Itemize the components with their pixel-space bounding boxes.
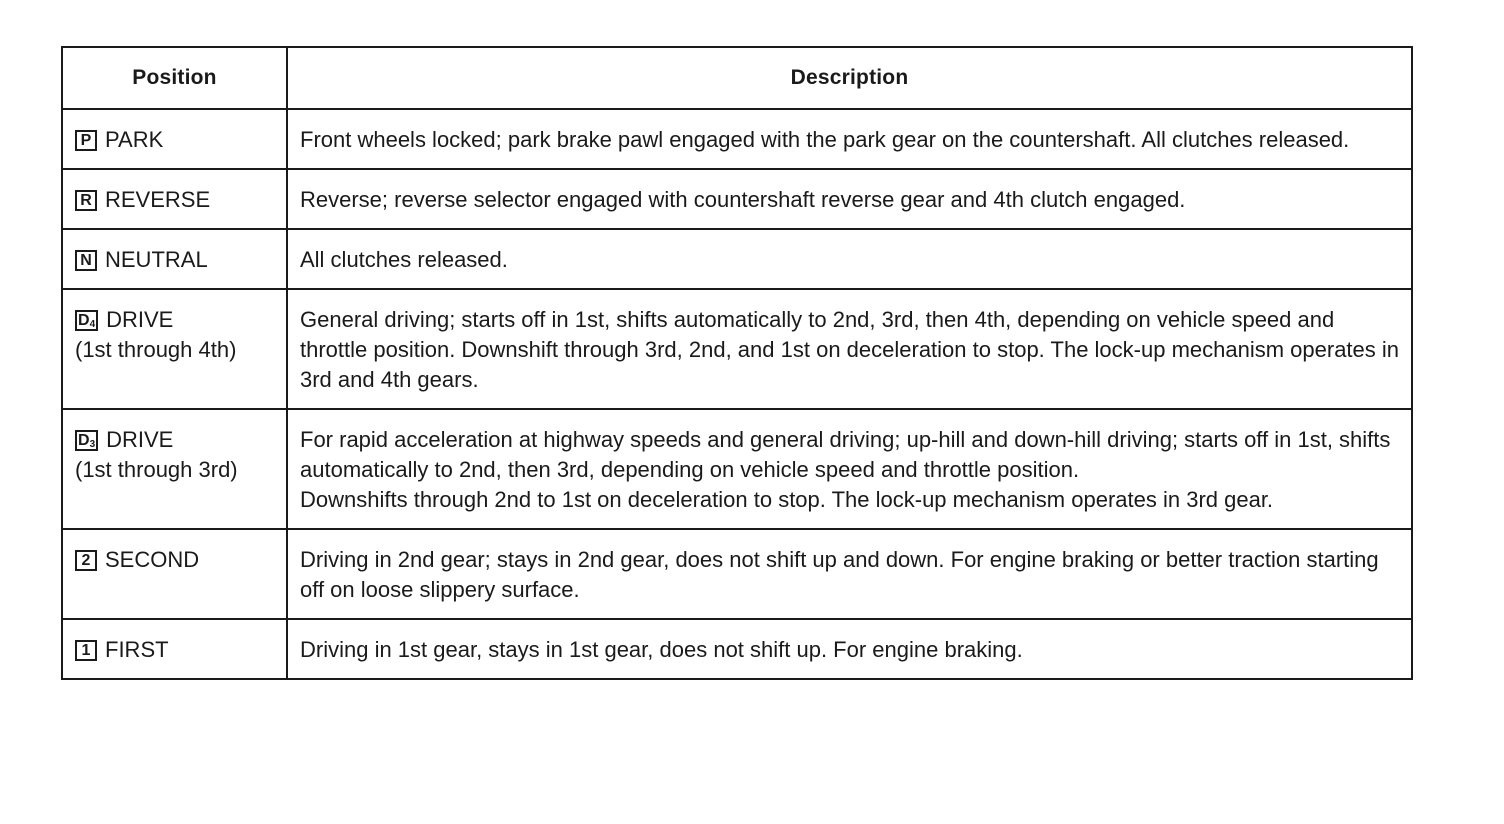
gear-symbol-subscript: 4: [89, 318, 96, 330]
position-line: [75, 185, 280, 215]
position-line: [75, 425, 280, 455]
position-line: [75, 305, 280, 335]
description-text: Driving in 2nd gear; stays in 2nd gear, does not shift up and down. For engine braking or better traction starting off on loose slippery surface.: [300, 547, 1379, 602]
description-column-header: Description: [287, 47, 1412, 109]
position-line: [75, 635, 280, 665]
gear-r-icon: [75, 190, 97, 211]
gear-p-icon: [75, 130, 97, 151]
gear-2-icon: [75, 550, 97, 571]
description-cell: [287, 289, 1412, 409]
table-row-second: [62, 529, 1412, 619]
gear-symbol: N: [80, 251, 92, 269]
position-cell: [62, 169, 287, 229]
table-body: [62, 109, 1412, 679]
description-text: Driving in 1st gear, stays in 1st gear, does not shift up. For engine braking.: [300, 637, 1023, 662]
position-cell: [62, 619, 287, 679]
gear-symbol: D: [78, 311, 90, 329]
position-label: FIRST: [105, 637, 169, 662]
position-label: SECOND: [105, 547, 200, 572]
position-line: [75, 545, 280, 575]
description-text: Front wheels locked; park brake pawl engaged with the park gear on the countershaft. All clutches released.: [300, 127, 1350, 152]
gear-1-icon: [75, 640, 97, 661]
header-row: [62, 47, 1412, 109]
description-cell: [287, 529, 1412, 619]
position-label: PARK: [105, 127, 164, 152]
position-line: [75, 245, 280, 275]
position-cell: [62, 409, 287, 529]
gear-symbol: P: [80, 131, 92, 149]
position-column-header: Position: [62, 47, 287, 109]
description-text: General driving; starts off in 1st, shifts automatically to 2nd, 3rd, then 4th, depending on vehicle speed and throttle position. Downshift through 3rd, 2nd, and 1st on deceleration to stop. The lock-up mechanism operates in 3rd and 4th gears.: [300, 307, 1400, 392]
description-cell: [287, 229, 1412, 289]
table-row-drive-d4: [62, 289, 1412, 409]
position-sublabel: (1st through 3rd): [75, 457, 238, 482]
description-text: Reverse; reverse selector engaged with countershaft reverse gear and 4th clutch engaged.: [300, 187, 1186, 212]
description-cell: [287, 169, 1412, 229]
description-cell: [287, 109, 1412, 169]
position-label: NEUTRAL: [105, 247, 208, 272]
gear-d3-icon: [75, 430, 98, 451]
table-row-first: [62, 619, 1412, 679]
description-text-continued: Downshifts through 2nd to 1st on deceleration to stop. The lock-up mechanism operates in 3rd gear.: [300, 487, 1274, 512]
position-cell: [62, 289, 287, 409]
position-cell: [62, 229, 287, 289]
description-cell: [287, 619, 1412, 679]
gear-symbol-subscript: 3: [89, 438, 96, 450]
description-cell: [287, 409, 1412, 529]
table-row-reverse: [62, 169, 1412, 229]
position-sublabel: (1st through 4th): [75, 337, 237, 362]
table-header: [62, 47, 1412, 109]
shift-position-table: [61, 46, 1413, 680]
position-line: [75, 125, 280, 155]
description-text: For rapid acceleration at highway speeds and general driving; up-hill and down-hill driving; starts off in 1st, shifts automatically to 2nd, then 3rd, depending on vehicle speed and throttle position.: [300, 427, 1391, 482]
position-cell: [62, 109, 287, 169]
description-text: All clutches released.: [300, 247, 508, 272]
gear-symbol: D: [78, 431, 90, 449]
position-label: DRIVE: [106, 427, 174, 452]
gear-symbol: 1: [81, 641, 91, 659]
table-row-neutral: [62, 229, 1412, 289]
position-label: DRIVE: [106, 307, 174, 332]
gear-d4-icon: [75, 310, 98, 331]
table-row-drive-d3: [62, 409, 1412, 529]
position-cell: [62, 529, 287, 619]
table-row-park: [62, 109, 1412, 169]
gear-symbol: R: [80, 191, 92, 209]
gear-symbol: 2: [81, 551, 91, 569]
position-label: REVERSE: [105, 187, 211, 212]
gear-n-icon: [75, 250, 97, 271]
